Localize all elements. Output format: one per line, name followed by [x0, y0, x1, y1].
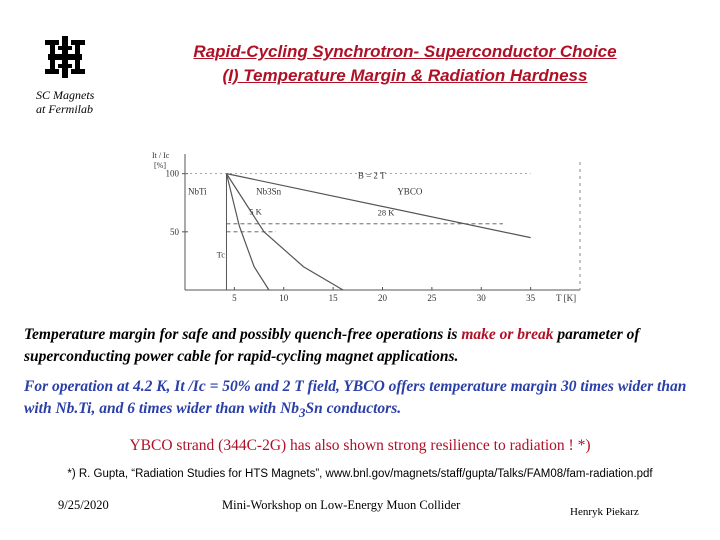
x-tick-label-5: 5	[232, 293, 237, 303]
y-tick-label-50: 50	[170, 226, 179, 237]
x-tick-label-35: 35	[526, 293, 536, 303]
x-tick-label-20: 20	[378, 293, 387, 303]
sc-label-line2: at Fermilab	[36, 102, 93, 116]
make-or-break-highlight: make or break	[461, 326, 554, 343]
sc-label-line1: SC Magnets	[36, 88, 95, 102]
series-label-nbti: NbTi	[187, 186, 207, 197]
temperature-margin-chart	[140, 148, 590, 308]
footer-author: Henryk Piekarz	[570, 506, 639, 518]
ybco-operation-paragraph	[24, 376, 704, 424]
footer-workshop-title: Mini-Workshop on Low-Energy Muon Collider	[222, 498, 461, 512]
temperature-margin-paragraph	[24, 324, 704, 368]
annotation-2: Tc	[216, 249, 225, 260]
x-tick-label-15: 15	[328, 293, 338, 303]
x-axis-label: T [K]	[556, 293, 577, 303]
y-tick-label-100: 100	[165, 168, 179, 179]
series-label-ybco: YBCO	[397, 186, 423, 197]
footer-date: 9/25/2020	[58, 498, 109, 512]
annotation-1: 28 K	[377, 207, 395, 218]
x-tick-label-30: 30	[476, 293, 486, 303]
para2-text-a: For operation at 4.2 K, It /Ic = 50% and 2 T field, YBCO offers temperature margin 30 times wider than with Nb.Ti, and 6 times wider than with Nb	[24, 378, 687, 417]
annotation-0: 5 K	[249, 206, 262, 217]
radiation-resilience-note: YBCO strand (344C-2G) has also shown strong resilience to radiation ! *)	[129, 437, 591, 454]
para2-text-b: Sn conductors.	[305, 400, 402, 417]
fermilab-logo-icon	[40, 32, 90, 82]
x-tick-label-10: 10	[279, 293, 289, 303]
x-tick-label-25: 25	[427, 293, 437, 303]
reference-footnote: *) R. Gupta, “Radiation Studies for HTS Magnets”, www.bnl.gov/magnets/staff/gupta/Talks/FAM08/fam-radiation.pdf	[67, 468, 653, 480]
series-label-nb3sn: Nb3Sn	[256, 186, 282, 197]
title-line2: (I) Temperature Margin & Radiation Hardness	[222, 66, 588, 85]
nb3sn-subscript: 3	[299, 405, 306, 421]
y-axis-label-line2: [%]	[154, 161, 166, 170]
field-label: B = 2 T	[357, 170, 386, 181]
sc-magnets-label	[36, 88, 94, 116]
y-axis-label-line1: It / Ic	[152, 151, 170, 160]
para1-text-b: parameter of superconducting power cable for rapid-cycling magnet applications.	[24, 326, 640, 365]
page-title	[130, 40, 680, 88]
title-line1: Rapid-Cycling Synchrotron- Superconductor Choice	[193, 42, 617, 61]
para1-text-a: Temperature margin for safe and possibly quench-free operations is	[24, 326, 462, 343]
series-line-ybco	[226, 174, 530, 238]
